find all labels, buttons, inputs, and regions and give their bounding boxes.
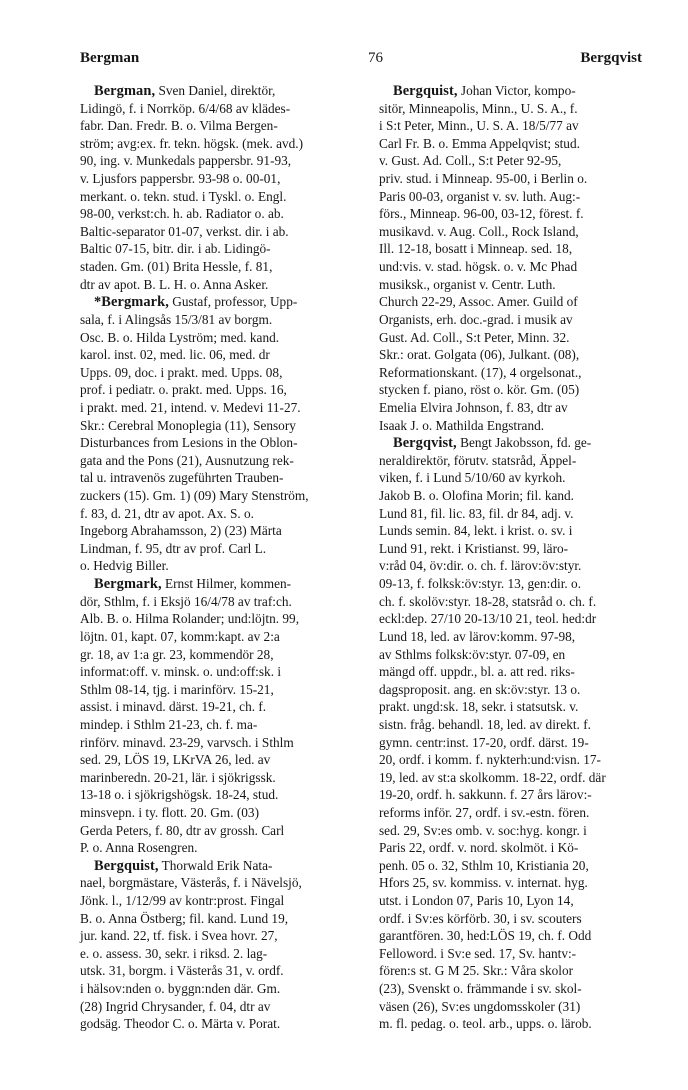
page-header [80, 50, 642, 72]
text-line: B. o. Anna Östberg; fil. kand. Lund 19, [80, 910, 289, 926]
text-line: Church 22-29, Assoc. Amer. Guild of [379, 294, 578, 310]
text-line: Osc. B. o. Hilda Lyström; med. kand. [80, 329, 280, 345]
text-line: Baltic-separator 01-07, verkst. dir. i ab. [80, 223, 289, 239]
text-line: 90, ing. v. Munkedals pappersbr. 91-93, [80, 153, 292, 169]
text-line: Jakob B. o. Olofina Morin; fil. kand. [379, 488, 574, 504]
text-line: dagsproposit. ang. en sk:öv:styr. 13 o. [379, 681, 581, 697]
text-line: Organists, erh. doc.-grad. i musik av [379, 311, 573, 327]
text-line: Hfors 25, sv. kommiss. v. internat. hyg. [379, 875, 588, 891]
left-column [80, 82, 362, 1033]
text-line: dtr av apot. B. L. H. o. Anna Asker. [80, 276, 269, 292]
text-line: tal u. intravenös zugeführten Trauben- [80, 470, 284, 486]
text-line: merkant. o. tekn. stud. i Tyskl. o. Engl. [80, 188, 287, 204]
text-line: 09-13, f. folksk:öv:styr. 13, gen:dir. o. [379, 576, 582, 592]
text-line: Alb. B. o. Hilma Rolander; und:löjtn. 99, [80, 611, 300, 627]
text-line: stycken f. piano, röst o. kör. Gm. (05) [379, 382, 580, 398]
text-line: i prakt. med. 21, intend. v. Medevi 11-27. [80, 399, 301, 415]
text-line: minsvepn. i ty. flott. 20. Gm. (03) [80, 804, 260, 820]
text-line: Lidingö, f. i Norrköp. 6/4/68 av klädes- [80, 100, 291, 116]
text-line: Gust. Ad. Coll., S:t Peter, Minn. 32. [379, 329, 570, 345]
text-line: prakt. ungd:sk. 18, sekr. i statsutsk. v. [379, 699, 579, 715]
text-line: v. Ljusfors pappersbr. 93-98 o. 00-01, [80, 171, 281, 187]
text-line: penh. 05 o. 32, Sthlm 10, Kristiania 20, [379, 857, 589, 873]
text-line: 19-20, ordf. h. sakkunn. f. 27 års lärov:- [379, 787, 592, 803]
text-line: sitör, Minneapolis, Minn., U. S. A., f. [379, 100, 578, 116]
text-line: Sthlm 08-14, tjg. i marinförv. 15-21, [80, 681, 274, 697]
text-line: 13-18 o. i sjökrigshögsk. 18-24, stud. [80, 787, 279, 803]
text-line: prof. i pediatr. o. prakt. med. Upps. 16, [80, 382, 287, 398]
entry-start-line: Bergquist, Thorwald Erik Nata- [94, 857, 273, 874]
text-line: priv. stud. i Minneap. 95-00, i Berlin o. [379, 171, 588, 187]
text-line: av Sthlms folksk:öv:styr. 07-09, en [379, 646, 566, 662]
text-line: Isaak J. o. Mathilda Engstrand. [379, 417, 545, 433]
text-line: Reformationskant. (17), 4 orgelsonat., [379, 364, 582, 380]
text-line: Ill. 12-18, bosatt i Minneap. sed. 18, [379, 241, 573, 257]
text-line: marinberedn. 20-21, lär. i sjökrigssk. [80, 769, 276, 785]
text-line: o. Hedvig Biller. [80, 558, 169, 574]
text-line: löjtn. 01, kapt. 07, komm:kapt. av 2:a [80, 628, 280, 644]
text-line: P. o. Anna Rosengren. [80, 840, 198, 856]
text-line: musikavd. v. Aug. Coll., Rock Island, [379, 223, 579, 239]
text-line: Lunds semin. 84, lekt. i krist. o. sv. i [379, 523, 573, 539]
text-line: nael, borgmästare, Västerås, f. i Nävelsjö, [80, 875, 302, 891]
text-line: Upps. 09, doc. i prakt. med. Upps. 08, [80, 364, 283, 380]
text-line: Lund 81, fil. lic. 83, fil. dr 84, adj. v. [379, 505, 574, 521]
text-line: garantfören. 30, hed:LÖS 19, ch. f. Odd [379, 928, 592, 944]
text-line: väsen (26), Sv:es ungdomsskoler (31) [379, 998, 581, 1014]
text-line: gr. 18, av 1:a gr. 23, kommendör 28, [80, 646, 274, 662]
text-line: und:vis. v. stad. högsk. o. v. Mc Phad [379, 259, 578, 275]
entry-start-line: Bergman, Sven Daniel, direktör, [94, 83, 276, 99]
text-line: Skr.: Cerebral Monoplegia (11), Sensory [80, 417, 296, 433]
text-line: 19, led. av st:a skolkomm. 18-22, ordf. där [379, 769, 606, 785]
text-line: Skr.: orat. Golgata (06), Julkant. (08), [379, 347, 580, 363]
text-line: Lindman, f. 95, dtr av prof. Carl L. [80, 540, 267, 556]
text-line: karol. inst. 02, med. lic. 06, med. dr [80, 347, 270, 363]
text-line: Ingeborg Abrahamsson, 2) (23) Märta [80, 523, 282, 539]
running-head-right: Bergqvist [580, 50, 642, 66]
text-line: i S:t Peter, Minn., U. S. A. 18/5/77 av [379, 118, 579, 134]
text-line: ström; avg:ex. fr. tekn. högsk. (mek. avd.) [80, 135, 304, 151]
text-line: ordf. i Sv:es körförb. 30, i sv. scouters [379, 910, 582, 926]
text-line: Baltic 07-15, bitr. dir. i ab. Lidingö- [80, 241, 271, 257]
text-line: Paris 00-03, organist v. sv. luth. Aug:- [379, 188, 581, 204]
text-line: fabr. Dan. Fredr. B. o. Vilma Bergen- [80, 118, 278, 134]
text-line: assist. i minavd. därst. 19-21, ch. f. [80, 699, 267, 715]
text-line: Felloword. i Sv:e sed. 17, Sv. hantv:- [379, 945, 577, 961]
text-line: ch. f. skolöv:styr. 18-28, statsråd o. ch. f. [379, 593, 597, 609]
text-line: förs., Minneap. 96-00, 03-12, förest. f. [379, 206, 584, 222]
text-line: reforms inför. 27, ordf. i sv.-estn. fören. [379, 804, 590, 820]
page-number: 76 [368, 50, 383, 66]
text-line: staden. Gm. (01) Brita Hessle, f. 81, [80, 259, 273, 275]
text-line: informat:off. v. minsk. o. und:off:sk. i [80, 664, 282, 680]
text-line: gymn. centr:inst. 17-20, ordf. därst. 19- [379, 734, 589, 750]
text-line: f. 83, d. 21, dtr av apot. Ax. S. o. [80, 505, 254, 521]
text-line: Emelia Elvira Johnson, f. 83, dtr av [379, 399, 568, 415]
text-line: 20, ordf. i komm. f. nykterh:und:visn. 17- [379, 752, 601, 768]
text-line: sed. 29, LÖS 19, LKrVA 26, led. av [80, 752, 271, 768]
text-line: Lund 91, rekt. i Kristianst. 99, läro- [379, 540, 569, 556]
text-line: godsäg. Theodor C. o. Märta v. Porat. [80, 1016, 281, 1032]
text-line: (23), Svenskt o. främmande i sv. skol- [379, 981, 582, 997]
text-line: e. o. assess. 30, sekr. i riksd. 2. lag- [80, 945, 268, 961]
right-column [379, 82, 669, 1033]
text-line: gata and the Pons (21), Ausnutzung rek- [80, 452, 294, 468]
text-line: viken, f. i Lund 5/10/60 av kyrkoh. [379, 470, 566, 486]
text-line: Jönk. l., 1/12/99 av kontr:prost. Fingal [80, 893, 285, 909]
entry-start-line: Bergmark, Ernst Hilmer, kommen- [94, 576, 292, 593]
text-line: sed. 29, Sv:es omb. v. soc:hyg. kongr. i [379, 822, 587, 838]
text-line: musiksk., organist v. Centr. Luth. [379, 276, 556, 292]
text-line: sala, f. i Alingsås 15/3/81 av borgm. [80, 311, 273, 327]
text-line: mängd off. uppdr., bl. a. att red. riks- [379, 664, 575, 680]
text-line: rinförv. minavd. 23-29, varvsch. i Sthlm [80, 734, 294, 750]
text-line: i hälsov:nden o. byggn:nden där. Gm. [80, 981, 281, 997]
text-line: eckl:dep. 27/10 20-13/10 21, teol. hed:dr [379, 611, 597, 627]
text-line: (28) Ingrid Chrysander, f. 04, dtr av [80, 998, 271, 1014]
text-line: Lund 18, led. av lärov:komm. 97-98, [379, 628, 576, 644]
text-line: zuckers (15). Gm. 1) (09) Mary Stenström, [80, 488, 309, 504]
text-line: utst. i London 07, Paris 10, Lyon 14, [379, 893, 574, 909]
text-line: jur. kand. 22, tf. fisk. i Svea hovr. 27, [80, 928, 278, 944]
running-head-left: Bergman [80, 50, 140, 66]
text-line: fören:s st. G M 25. Skr.: Våra skolor [379, 963, 574, 979]
text-line: sistn. fråg. behandl. 18, led. av direkt. f. [379, 716, 591, 732]
text-line: Disturbances from Lesions in the Oblon- [80, 435, 298, 451]
text-line: 98-00, verkst:ch. h. ab. Radiator o. ab. [80, 206, 284, 222]
text-line: Gerda Peters, f. 80, dtr av grossh. Carl [80, 822, 285, 838]
entry-start-line: Bergquist, Johan Victor, kompo- [393, 83, 576, 99]
entry-start-line: Bergqvist, Bengt Jakobsson, fd. ge- [393, 435, 592, 452]
text-line: Paris 22, ordf. v. nord. skolmöt. i Kö- [379, 840, 579, 856]
text-line: v:råd 04, öv:dir. o. ch. f. lärov:öv:styr. [379, 558, 582, 574]
text-line: mindep. i Sthlm 21-23, ch. f. ma- [80, 716, 258, 732]
text-line: m. fl. pedag. o. teol. arb., upps. o. lärob. [379, 1016, 592, 1032]
text-line: dör, Sthlm, f. i Eksjö 16/4/78 av traf:ch. [80, 593, 292, 609]
text-line: v. Gust. Ad. Coll., S:t Peter 92-95, [379, 153, 562, 169]
text-line: Carl Fr. B. o. Emma Appelqvist; stud. [379, 135, 580, 151]
text-line: neraldirektör, förutv. statsråd, Äppel- [379, 452, 577, 468]
text-line: utsk. 31, borgm. i Västerås 31, v. ordf. [80, 963, 284, 979]
entry-start-line: *Bergmark, Gustaf, professor, Upp- [94, 294, 298, 311]
